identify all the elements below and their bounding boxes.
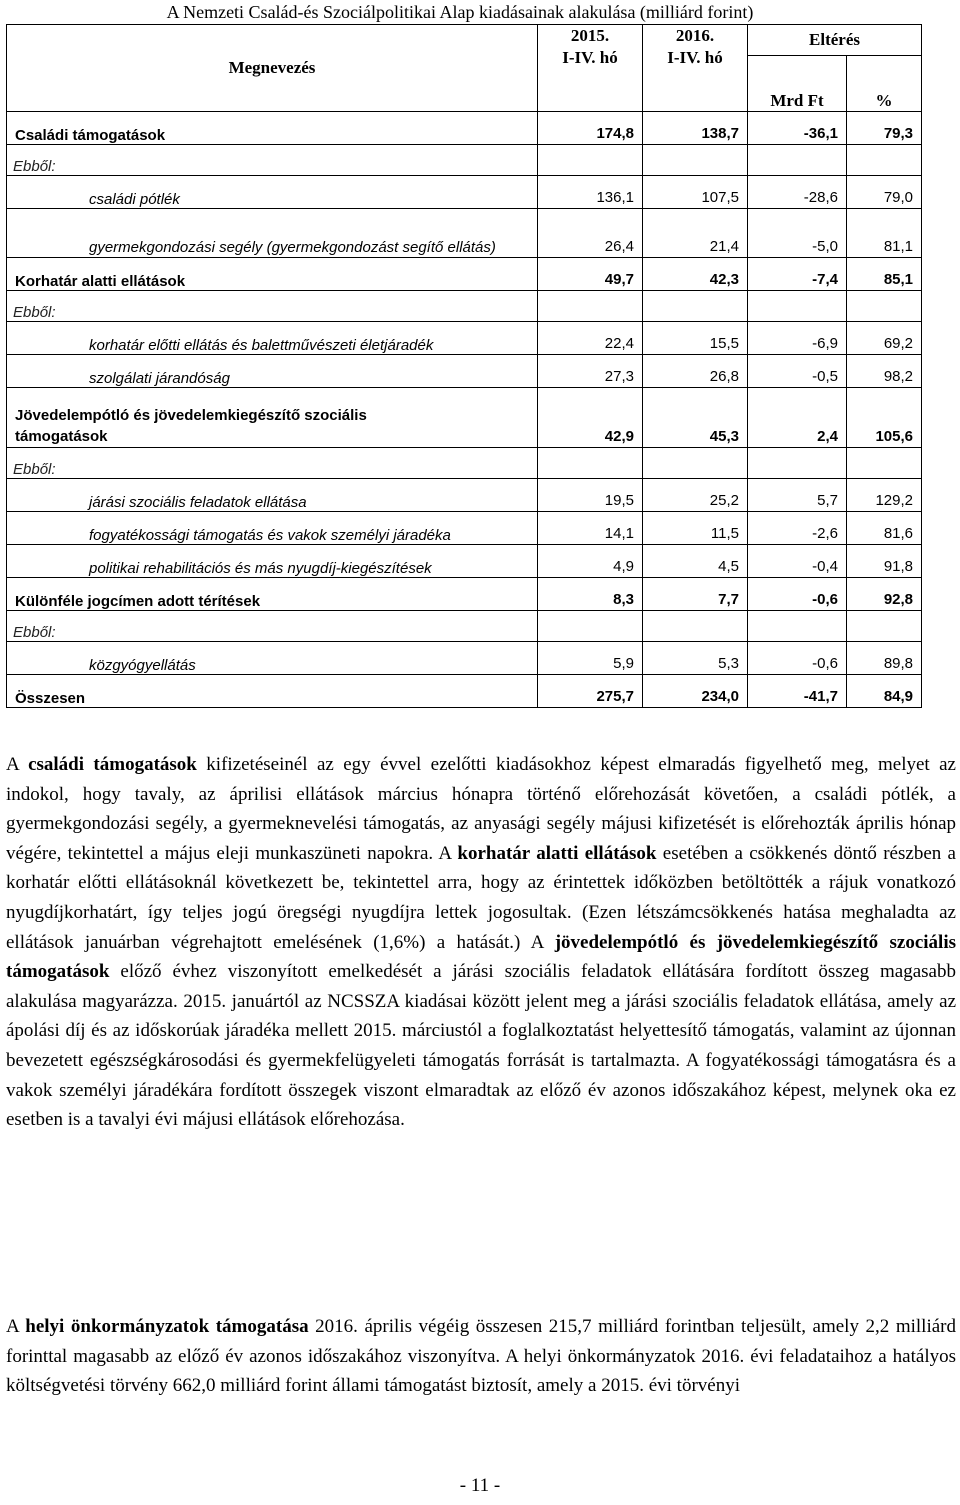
row-label: Ebből: [7, 145, 538, 176]
value-diff: -28,6 [748, 176, 847, 209]
value-diff: -0,5 [748, 355, 847, 388]
table-row [7, 291, 922, 322]
value-2016: 138,7 [643, 112, 748, 145]
value-2015: 42,9 [538, 388, 643, 448]
emphasis-term: helyi önkormányzatok támogatása [25, 1316, 309, 1337]
value-2015: 14,1 [538, 512, 643, 545]
value-2016: 11,5 [643, 512, 748, 545]
table-row [7, 545, 922, 578]
page-number: - 11 - [459, 1475, 501, 1496]
table-row-total [7, 675, 922, 708]
value-pct: 81,6 [847, 512, 922, 545]
row-label: járási szociális feladatok ellátása [7, 479, 538, 512]
value-diff: -36,1 [748, 112, 847, 145]
value-diff: -41,7 [748, 675, 847, 708]
header-mrd: Mrd Ft [748, 56, 847, 112]
table-row [7, 448, 922, 479]
table-row [7, 642, 922, 675]
value-pct: 129,2 [847, 479, 922, 512]
value-pct: 79,0 [847, 176, 922, 209]
expenditure-table [6, 24, 922, 708]
value-2016: 45,3 [643, 388, 748, 448]
table-row [7, 209, 922, 258]
value-pct: 79,3 [847, 112, 922, 145]
value-2015: 19,5 [538, 479, 643, 512]
header-pct: % [847, 56, 922, 112]
value-diff: -7,4 [748, 258, 847, 291]
value-diff: 5,7 [748, 479, 847, 512]
row-label: Jövedelempótló és jövedelemkiegészítő szociális támogatások [7, 388, 538, 448]
value-2016: 26,8 [643, 355, 748, 388]
row-label: korhatár előtti ellátás és balettművészeti életjáradék [7, 322, 538, 355]
value-diff: 2,4 [748, 388, 847, 448]
value-2015: 22,4 [538, 322, 643, 355]
value-pct: 81,1 [847, 209, 922, 258]
row-label: fogyatékossági támogatás és vakok személyi járadéka [7, 512, 538, 545]
value-2015: 49,7 [538, 258, 643, 291]
value-pct: 98,2 [847, 355, 922, 388]
row-label: politikai rehabilitációs és más nyugdíj-kiegészítések [7, 545, 538, 578]
header-diff: Eltérés [748, 25, 922, 56]
header-2015: 2015. I-IV. hó [538, 25, 643, 112]
value-2015: 27,3 [538, 355, 643, 388]
value-2016: 25,2 [643, 479, 748, 512]
value-diff: -0,4 [748, 545, 847, 578]
value-2015: 275,7 [538, 675, 643, 708]
value-2016: 15,5 [643, 322, 748, 355]
value-pct: 69,2 [847, 322, 922, 355]
table-row [7, 388, 922, 448]
value-diff: -2,6 [748, 512, 847, 545]
value-pct: 105,6 [847, 388, 922, 448]
paragraph-family-support: A családi támogatások kifizetéseinél az egy évvel ezelőtti kiadásokhoz képest elmaradás figyelhető meg, melyet az indokol, hogy tavaly, az áprilisi ellátások március hónapra történő előrehozását követően, a családi pótlék, a gyermekgondozási segély, a gyermeknevelési támogatás, az anyasági segély májusi kifizetését is előrehozták április hónap végére, tekintettel a május eleji munkaszüneti napokra. A korhatár alatti ellátások esetében a csökkenés döntő részben a korhatár előtti ellátásoknál következett be, tekintettel arra, hogy az érintettek időközben betöltötték a rájuk vonatkozó nyugdíjkorhatárt, így teljes jogú öregségi nyugdíjra lettek jogosultak. (Ezen létszámcsökkenés hatása meghaladta az ellátások januárban végrehajtott emelésének (1,6%) a hatását.) A jövedelempótló és jövedelemkiegészítő szociális támogatások előző évhez viszonyított emelkedését a járási szociális feladatok ellátására fordított összeg magasabb alakulása magyarázza. 2015. januártól az NCSSZA kiadásai között jelent meg a járási szociális feladatok ellátása, amely az ápolási díj és az időskorúak járadéka mellett 2015. márciustól a foglalkoztatást helyettesítő támogatás, valamint az újonnan bevezetett egészségkárosodási és gyermekfelügyeleti támogatás forrását is tartalmazta. A fogyatékossági támogatásra és a vakok személyi járadékára fordított összegek viszont elmaradtak az előző év azonos időszakához képest, melynek oka ez esetben is a tavalyi évi májusi ellátások előrehozása. [6, 754, 957, 1131]
value-2016: 21,4 [643, 209, 748, 258]
value-pct: 92,8 [847, 578, 922, 611]
value-2016: 5,3 [643, 642, 748, 675]
table-row [7, 176, 922, 209]
value-pct: 85,1 [847, 258, 922, 291]
row-label: Ebből: [7, 291, 538, 322]
table-row [7, 322, 922, 355]
value-2015: 8,3 [538, 578, 643, 611]
table-row [7, 611, 922, 642]
value-diff: -6,9 [748, 322, 847, 355]
header-2016: 2016. I-IV. hó [643, 25, 748, 112]
table-title: A Nemzeti Család-és Szociálpolitikai Alap kiadásainak alakulása (milliárd forint) [166, 2, 754, 22]
row-label: Ebből: [7, 448, 538, 479]
value-2015: 5,9 [538, 642, 643, 675]
value-2015: 174,8 [538, 112, 643, 145]
value-diff: -0,6 [748, 642, 847, 675]
value-2016: 7,7 [643, 578, 748, 611]
value-2015: 4,9 [538, 545, 643, 578]
table-row [7, 355, 922, 388]
table-row [7, 145, 922, 176]
value-2016: 107,5 [643, 176, 748, 209]
value-pct: 84,9 [847, 675, 922, 708]
value-2015: 26,4 [538, 209, 643, 258]
row-label: Családi támogatások [7, 112, 538, 145]
value-pct: 89,8 [847, 642, 922, 675]
value-pct: 91,8 [847, 545, 922, 578]
header-name: Megnevezés [7, 25, 538, 112]
row-label: szolgálati járandóság [7, 355, 538, 388]
value-2016: 4,5 [643, 545, 748, 578]
row-label: Ebből: [7, 611, 538, 642]
value-diff: -5,0 [748, 209, 847, 258]
row-label: Korhatár alatti ellátások [7, 258, 538, 291]
row-label: Összesen [7, 675, 538, 708]
value-2016: 42,3 [643, 258, 748, 291]
emphasis-term: jövedelempótló és jövedelemkiegészítő szociális támogatások [6, 931, 957, 983]
table-row [7, 258, 922, 291]
row-label: Különféle jogcímen adott térítések [7, 578, 538, 611]
table-row [7, 512, 922, 545]
table-row [7, 578, 922, 611]
emphasis-term: családi támogatások [28, 754, 197, 775]
table-row [7, 112, 922, 145]
paragraph-local-government: A helyi önkormányzatok támogatása 2016. április végéig összesen 215,7 milliárd forintban teljesült, amely 2,2 milliárd forinttal magasabb az előző év azonos időszakához viszonyítva. A helyi önkormányzatok 2016. évi feladataihoz a hatályos költségvetési törvény 662,0 milliárd forint állami támogatást biztosít, amely a 2015. évi törvényi [6, 1316, 956, 1397]
row-label: családi pótlék [7, 176, 538, 209]
value-2016: 234,0 [643, 675, 748, 708]
row-label: gyermekgondozási segély (gyermekgondozást segítő ellátás) [7, 209, 538, 258]
table-row [7, 479, 922, 512]
row-label: közgyógyellátás [7, 642, 538, 675]
value-2015: 136,1 [538, 176, 643, 209]
emphasis-term: korhatár alatti ellátások [457, 842, 657, 864]
value-diff: -0,6 [748, 578, 847, 611]
